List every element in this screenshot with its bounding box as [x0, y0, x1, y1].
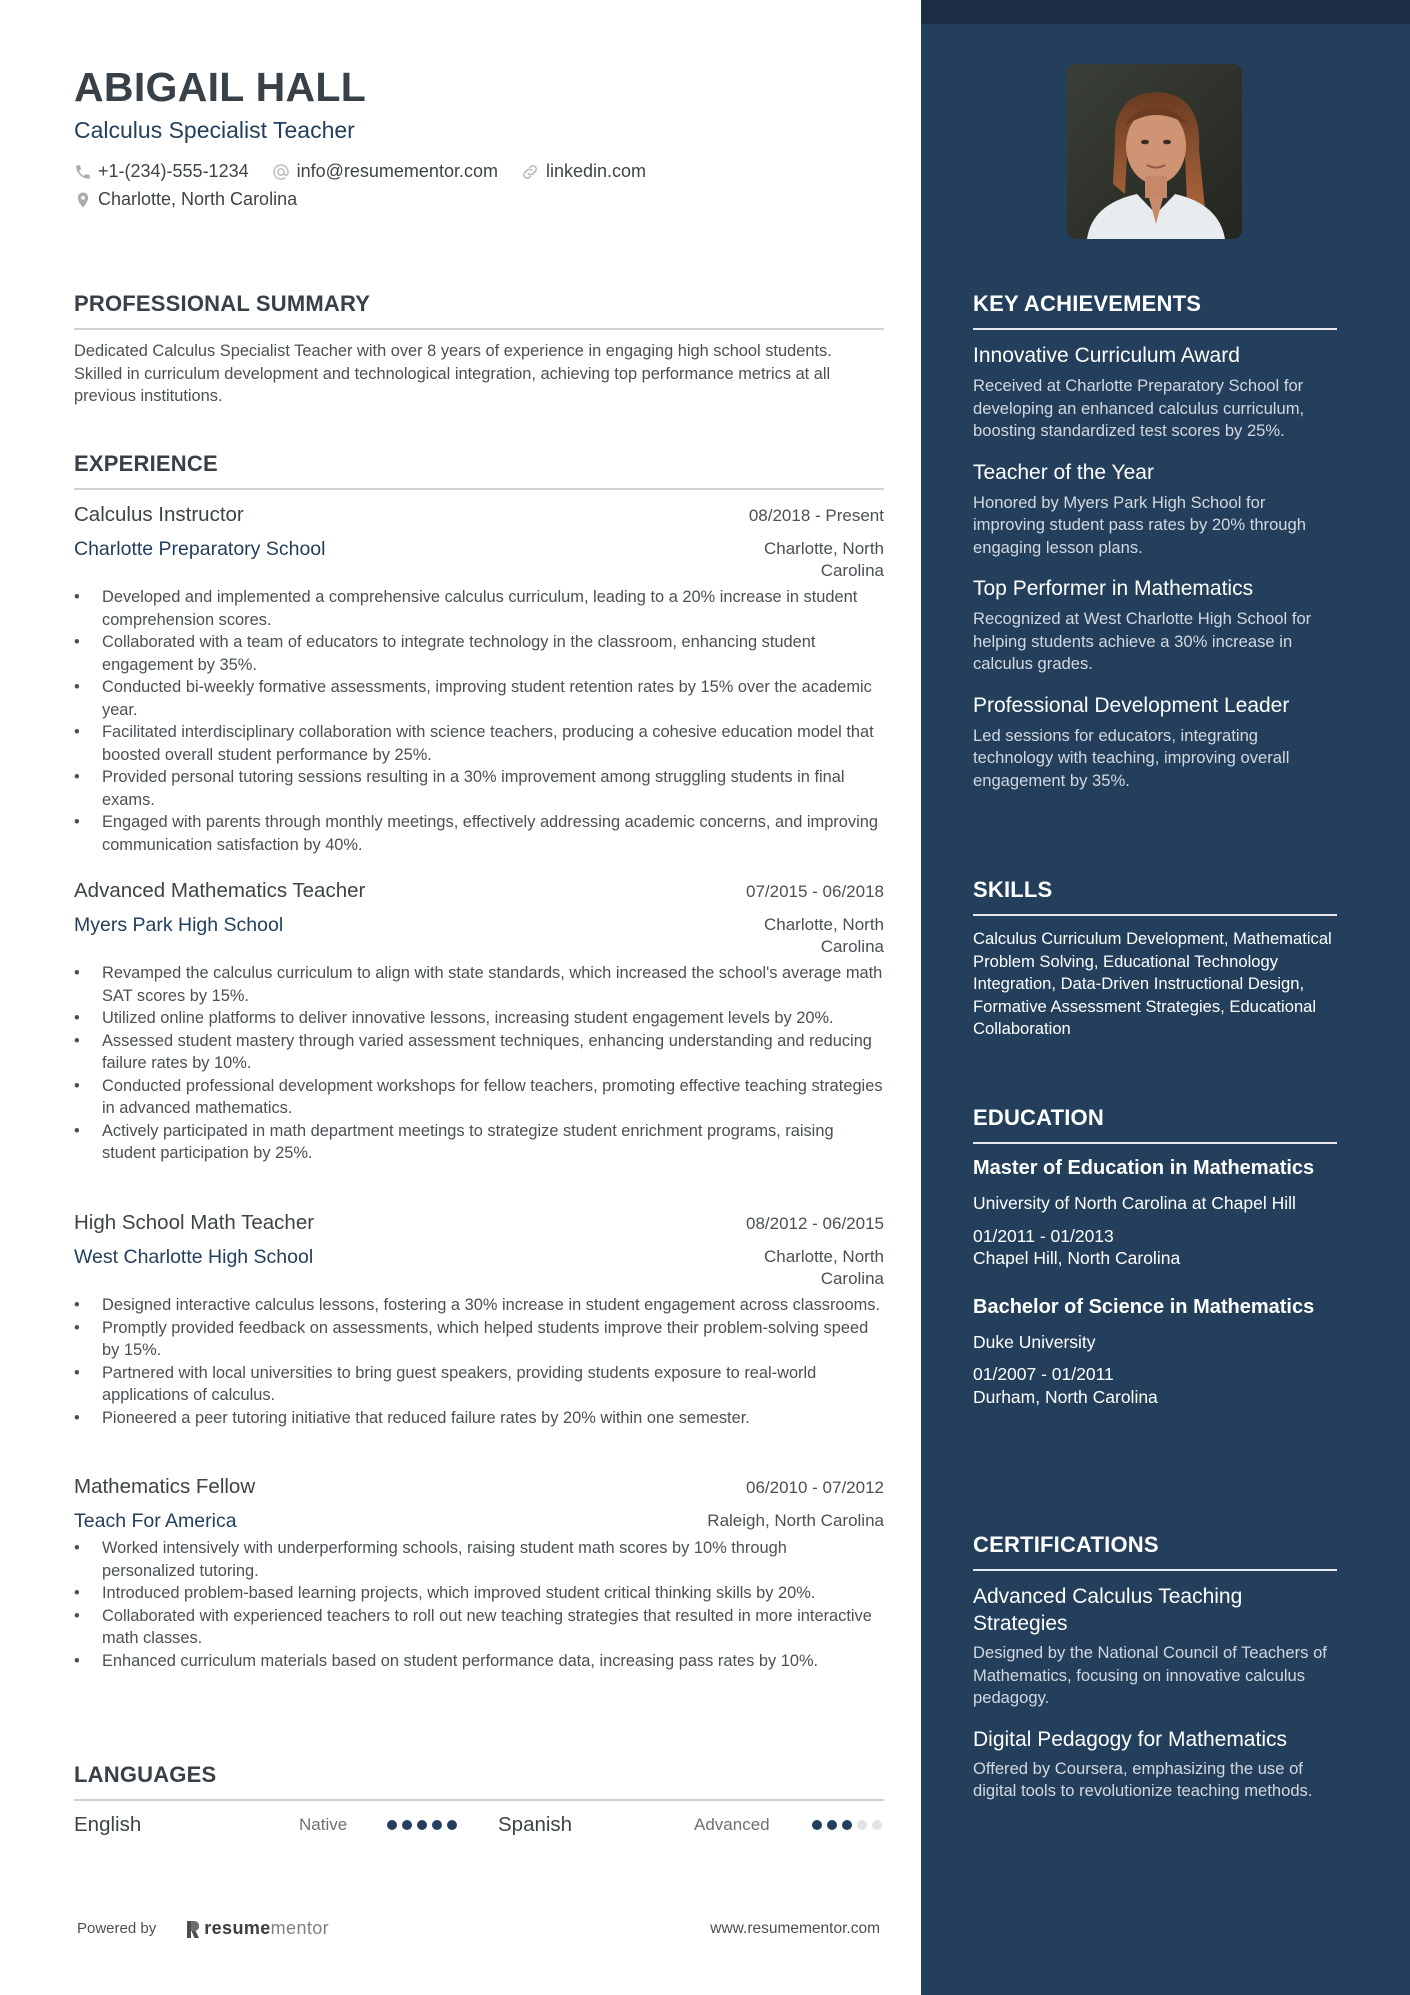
job-bullet: • Conducted professional development workshops for fellow teachers, promoting effective teaching strategies in advanced mathematics.: [74, 1075, 884, 1120]
rating-dot-filled: [387, 1820, 397, 1830]
language-rating: [812, 1820, 882, 1830]
job-role: Mathematics Fellow: [74, 1475, 256, 1498]
job-bullet: • Utilized online platforms to deliver innovative lessons, increasing student engagement levels by 20%.: [74, 1007, 884, 1030]
certification-title: Advanced Calculus Teaching Strategies: [973, 1585, 1243, 1635]
job-bullets: [74, 1294, 884, 1429]
rating-dot-filled: [827, 1820, 837, 1830]
contact-phone[interactable]: [74, 161, 249, 182]
job-company: Myers Park High School: [74, 914, 284, 936]
certifications-section: [973, 1532, 1337, 1803]
education-degree: Master of Education in Mathematics: [973, 1157, 1315, 1179]
brand-light: mentor: [270, 1918, 330, 1938]
location-text: Charlotte, North Carolina: [98, 189, 298, 209]
job-dates: 08/2012 - 06/2015: [745, 1214, 884, 1233]
job-bullets: [74, 1537, 884, 1672]
certification-item: [973, 1583, 1337, 1710]
job-bullets: [74, 962, 884, 1165]
achievements-title: KEY ACHIEVEMENTS: [973, 291, 1337, 330]
footer: [77, 1918, 880, 1939]
job-bullet: • Developed and implemented a comprehensive calculus curriculum, leading to a 20% increase in student comprehension scores.: [74, 586, 884, 631]
link-icon: [520, 162, 540, 182]
languages-row: [74, 1813, 884, 1837]
job-location: Charlotte, North Carolina: [764, 539, 884, 580]
job-bullet: • Engaged with parents through monthly meetings, effectively addressing academic concerns, and improving communication satisfaction by 40%.: [74, 811, 884, 856]
achievements-section: [973, 291, 1337, 792]
job-bullet: • Designed interactive calculus lessons, fostering a 30% increase in student engagement across classrooms.: [74, 1294, 884, 1317]
rating-dot-filled: [447, 1820, 457, 1830]
certifications-title: CERTIFICATIONS: [973, 1532, 1337, 1571]
at-icon: [271, 162, 291, 182]
job-bullet: • Facilitated interdisciplinary collaboration with science teachers, producing a cohesive education model that boosted overall student performance by 25%.: [74, 721, 884, 766]
job-bullet: • Assessed student mastery through varied assessment techniques, enhancing understanding and reducing failure rates by 10%.: [74, 1030, 884, 1075]
map-pin-icon: [74, 190, 92, 210]
resumementor-logo-icon: [186, 1919, 200, 1939]
experience-title: EXPERIENCE: [74, 451, 884, 490]
job-bullet: • Promptly provided feedback on assessments, which helped students improve their problem-solving speed by 15%.: [74, 1317, 884, 1362]
rating-dot-filled: [402, 1820, 412, 1830]
brand-strong: resume: [204, 1918, 271, 1938]
phone-icon: [74, 163, 92, 181]
summary-section: [74, 291, 884, 408]
languages-title: LANGUAGES: [74, 1762, 884, 1801]
education-dates: 01/2011 - 01/2013: [973, 1225, 1114, 1246]
education-school: Duke University: [973, 1331, 1096, 1352]
job-bullet: • Conducted bi-weekly formative assessments, improving student retention rates by 15% over the academic year.: [74, 676, 884, 721]
job-bullet: • Collaborated with a team of educators to integrate technology in the classroom, enhancing student engagement by 35%.: [74, 631, 884, 676]
skills-title: SKILLS: [973, 877, 1337, 916]
job-company: Charlotte Preparatory School: [74, 538, 326, 560]
education-section: [973, 1105, 1337, 1408]
job-bullet: • Enhanced curriculum materials based on student performance data, increasing pass rates by 10%.: [74, 1650, 884, 1673]
footer-url[interactable]: www.resumementor.com: [710, 1919, 880, 1937]
language-name: English: [74, 1813, 142, 1836]
sidebar: [921, 0, 1410, 1995]
job-bullet: • Provided personal tutoring sessions resulting in a 30% improvement among struggling students in final exams.: [74, 766, 884, 811]
job-bullets: [74, 586, 884, 856]
contact-row-secondary: [74, 189, 319, 210]
job-location: Charlotte, North Carolina: [764, 915, 884, 956]
rating-dot-empty: [872, 1820, 882, 1830]
job-role: Calculus Instructor: [74, 503, 244, 526]
profile-photo-image: [1067, 64, 1242, 239]
education-school: University of North Carolina at Chapel Hill: [973, 1193, 1296, 1213]
achievement-title: Innovative Curriculum Award: [973, 344, 1240, 367]
summary-text: Dedicated Calculus Specialist Teacher with over 8 years of experience in engaging high school students. Skilled in curriculum development and technological integration, achieving top performance metrics at all previous institutions.: [74, 342, 832, 405]
rating-dot-filled: [432, 1820, 442, 1830]
job-entry: [74, 1211, 884, 1429]
candidate-name: ABIGAIL HALL: [74, 64, 367, 110]
job-role: Advanced Mathematics Teacher: [74, 879, 366, 902]
job-company: West Charlotte High School: [74, 1246, 314, 1268]
language-level: Native: [299, 1815, 348, 1834]
job-bullet: • Collaborated with experienced teachers to roll out new teaching strategies that resulted in more interactive math classes.: [74, 1605, 884, 1650]
certification-title: Digital Pedagogy for Mathematics: [973, 1727, 1287, 1751]
job-bullet: • Revamped the calculus curriculum to align with state standards, which increased the school's average math SAT scores by 15%.: [74, 962, 884, 1007]
job-bullet: • Actively participated in math department meetings to strategize student enrichment programs, raising student participation by 25%.: [74, 1120, 884, 1165]
brand-logo[interactable]: [186, 1918, 329, 1939]
job-location: Raleigh, North Carolina: [707, 1511, 884, 1530]
achievement-desc: Honored by Myers Park High School for improving student pass rates by 20% through engaging lesson plans.: [973, 492, 1306, 557]
education-dates: 01/2007 - 01/2011: [973, 1364, 1114, 1384]
achievement-title: Teacher of the Year: [973, 460, 1154, 484]
job-dates: 08/2018 - Present: [748, 506, 884, 525]
sidebar-top-bar: [921, 0, 1410, 24]
job-bullet: • Worked intensively with underperforming schools, raising student math scores by 10% through personalized tutoring.: [74, 1537, 884, 1582]
language-rating: [387, 1820, 498, 1830]
education-item: [973, 1294, 1337, 1409]
contact-email[interactable]: [271, 161, 498, 182]
language-level: Advanced: [694, 1815, 770, 1834]
achievement-title: Top Performer in Mathematics: [973, 577, 1254, 600]
job-entry: [74, 879, 884, 1165]
summary-title: PROFESSIONAL SUMMARY: [74, 291, 884, 330]
phone-text: +1-(234)-555-1234: [98, 161, 249, 181]
job-role: High School Math Teacher: [74, 1211, 315, 1234]
job-entry: [74, 1475, 884, 1672]
job-dates: 06/2010 - 07/2012: [745, 1478, 884, 1497]
job-bullet: • Partnered with local universities to bring guest speakers, providing students exposure to real-world applications of calculus.: [74, 1362, 884, 1407]
email-text: info@resumementor.com: [296, 161, 498, 181]
profile-photo: [1067, 64, 1242, 239]
achievement-item: [973, 692, 1337, 793]
rating-dot-filled: [812, 1820, 822, 1830]
achievement-desc: Received at Charlotte Preparatory School for developing an enhanced calculus curriculum, boosting standardized test scores by 25%.: [973, 376, 1305, 440]
languages-section: [74, 1762, 884, 1837]
skills-text: Calculus Curriculum Development, Mathematical Problem Solving, Educational Technology Integration, Data-Driven Instructional Design, Formative Assessment Strategies, Educational Collaboration: [973, 929, 1332, 1038]
job-location: Charlotte, North Carolina: [764, 1247, 884, 1288]
achievement-item: [973, 459, 1337, 560]
education-degree: Bachelor of Science in Mathematics: [973, 1295, 1315, 1318]
education-location: Durham, North Carolina: [973, 1386, 1158, 1407]
achievement-item: [973, 575, 1337, 676]
achievement-title: Professional Development Leader: [973, 693, 1290, 717]
language-name: Spanish: [498, 1813, 573, 1836]
rating-dot-empty: [857, 1820, 867, 1830]
experience-section: [74, 451, 884, 490]
job-dates: 07/2015 - 06/2018: [745, 882, 884, 901]
powered-by-label: Powered by: [77, 1920, 157, 1937]
rating-dot-filled: [842, 1820, 852, 1830]
rating-dot-filled: [417, 1820, 427, 1830]
powered-by: [77, 1918, 329, 1939]
job-entry: [74, 503, 884, 856]
achievement-desc: Led sessions for educators, integrating technology with teaching, improving overall engagement by 35%.: [973, 725, 1290, 790]
contact-row-primary: [74, 161, 668, 182]
job-bullet: • Introduced problem-based learning projects, which improved student critical thinking skills by 20%.: [74, 1582, 884, 1605]
education-title: EDUCATION: [973, 1105, 1337, 1144]
education-item: [973, 1155, 1337, 1270]
contact-website[interactable]: [520, 161, 646, 182]
achievement-desc: Recognized at West Charlotte High School for helping students achieve a 30% increase in calculus grades.: [973, 609, 1312, 673]
website-text: linkedin.com: [545, 161, 647, 181]
skills-section: [973, 877, 1337, 1041]
education-location: Chapel Hill, North Carolina: [973, 1248, 1181, 1268]
job-bullet: • Pioneered a peer tutoring initiative that reduced failure rates by 20% within one semester.: [74, 1407, 884, 1430]
job-company: Teach For America: [74, 1510, 237, 1532]
achievement-item: [973, 342, 1337, 443]
certification-desc: Offered by Coursera, emphasizing the use of digital tools to revolutionize teaching methods.: [973, 1758, 1313, 1800]
contact-location: [74, 189, 297, 210]
certification-item: [973, 1726, 1337, 1803]
candidate-title: Calculus Specialist Teacher: [74, 117, 355, 143]
certification-desc: Designed by the National Council of Teachers of Mathematics, focusing on innovative calculus pedagogy.: [973, 1643, 1327, 1707]
